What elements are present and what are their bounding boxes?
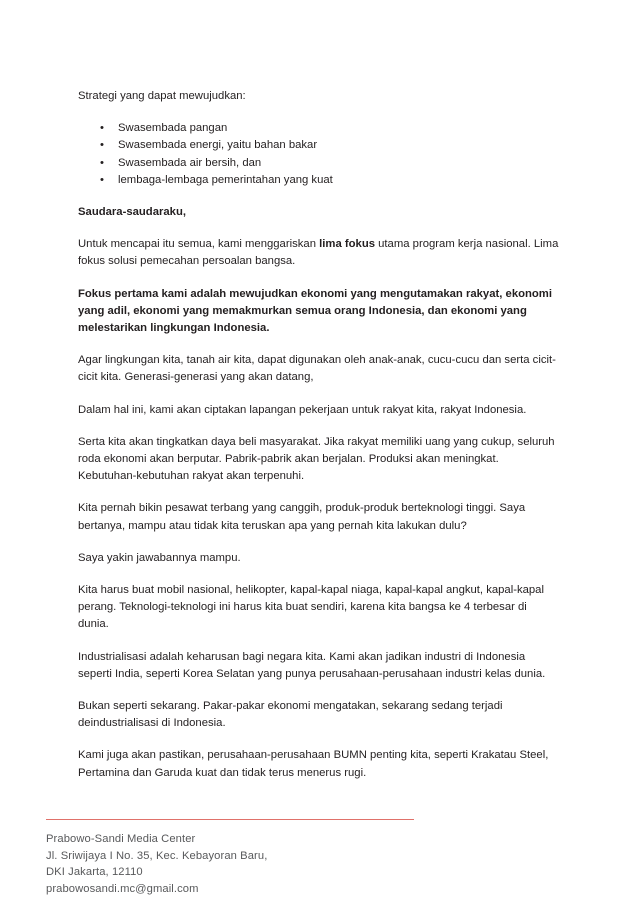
list-item-label: Swasembada energi, yaitu bahan bakar bbox=[118, 139, 318, 152]
document-body bbox=[78, 88, 560, 797]
five-focus-emphasis: lima fokus bbox=[319, 238, 375, 251]
aircraft-paragraph: Kita pernah bikin pesawat terbang yang canggih, produk-produk berteknologi tinggi. Saya bertanya, mampu atau tidak kita teruskan apa yang pernah kita lakukan dulu? bbox=[78, 502, 526, 532]
list-item-label: lembaga-lembaga pemerintahan yang kuat bbox=[118, 173, 333, 186]
list-item bbox=[78, 172, 560, 189]
five-focus-text-post: utama program kerja nasional. Lima fokus solusi pemecahan persoalan bangsa. bbox=[78, 238, 559, 268]
five-focus-paragraph bbox=[78, 236, 560, 270]
bullet-icon: • bbox=[100, 173, 104, 186]
list-item bbox=[78, 155, 560, 172]
list-item-label: Swasembada pangan bbox=[118, 122, 228, 135]
five-focus-text-pre: Untuk mencapai itu semua, kami menggariskan bbox=[78, 238, 320, 251]
footer-address-line-2: DKI Jakarta, 12110 bbox=[46, 866, 143, 878]
footer-organization: Prabowo-Sandi Media Center bbox=[46, 833, 196, 845]
industrialization-paragraph: Industrialisasi adalah keharusan bagi negara kita. Kami akan jadikan industri di Indonesia seperti India, seperti Korea Selatan yang punya perusahaan-perusahaan industri kelas dunia. bbox=[78, 650, 546, 680]
footer-divider bbox=[46, 819, 414, 820]
purchasing-power-paragraph: Serta kita akan tingkatkan daya beli masyarakat. Jika rakyat memiliki uang yang cukup, seluruh roda ekonomi akan berputar. Pabrik-pabrik akan berjalan. Produksi akan meningkat. Kebutuhan-kebutuhan rakyat akan terpenuhi. bbox=[78, 435, 555, 483]
salutation-paragraph: Saudara-saudaraku, bbox=[78, 206, 186, 219]
footer-email: prabowosandi.mc@gmail.com bbox=[46, 882, 199, 895]
bumn-paragraph: Kami juga akan pastikan, perusahaan-perusahaan BUMN penting kita, seperti Krakatau Steel, Pertamina dan Garuda kuat dan tidak terus menerus rugi. bbox=[78, 749, 549, 779]
bullet-icon: • bbox=[100, 139, 104, 152]
strategy-bullet-list bbox=[78, 120, 560, 189]
manufacturing-paragraph: Kita harus buat mobil nasional, helikopter, kapal-kapal niaga, kapal-kapal angkut, kapal-kapal perang. Teknologi-teknologi ini harus kita buat sendiri, karena kita bangsa ke 4 terbesar di dunia. bbox=[78, 584, 544, 631]
deindustrialization-paragraph: Bukan seperti sekarang. Pakar-pakar ekonomi mengatakan, sekarang sedang terjadi deindustrialisasi di Indonesia. bbox=[78, 700, 503, 730]
footer-address-line-1: Jl. Sriwijaya I No. 35, Kec. Kebayoran Baru, bbox=[46, 849, 268, 862]
confidence-paragraph: Saya yakin jawabannya mampu. bbox=[78, 551, 241, 564]
list-item bbox=[78, 120, 560, 137]
environment-paragraph: Agar lingkungan kita, tanah air kita, dapat digunakan oleh anak-anak, cucu-cucu dan serta cicit-cicit kita. Generasi-generasi yang akan datang, bbox=[78, 354, 556, 384]
bullet-icon: • bbox=[100, 156, 104, 169]
jobs-paragraph: Dalam hal ini, kami akan ciptakan lapangan pekerjaan untuk rakyat kita, rakyat Indonesia. bbox=[78, 403, 527, 416]
list-item-label: Swasembada air bersih, dan bbox=[118, 156, 262, 169]
bullet-icon: • bbox=[100, 122, 104, 135]
page-footer bbox=[46, 819, 446, 897]
list-item bbox=[78, 137, 560, 154]
first-focus-paragraph: Fokus pertama kami adalah mewujudkan ekonomi yang mengutamakan rakyat, ekonomi yang adil, ekonomi yang memakmurkan semua orang Indonesia, dan ekonomi yang melestarikan lingkungan Indonesia. bbox=[78, 287, 552, 335]
intro-paragraph: Strategi yang dapat mewujudkan: bbox=[78, 90, 246, 102]
